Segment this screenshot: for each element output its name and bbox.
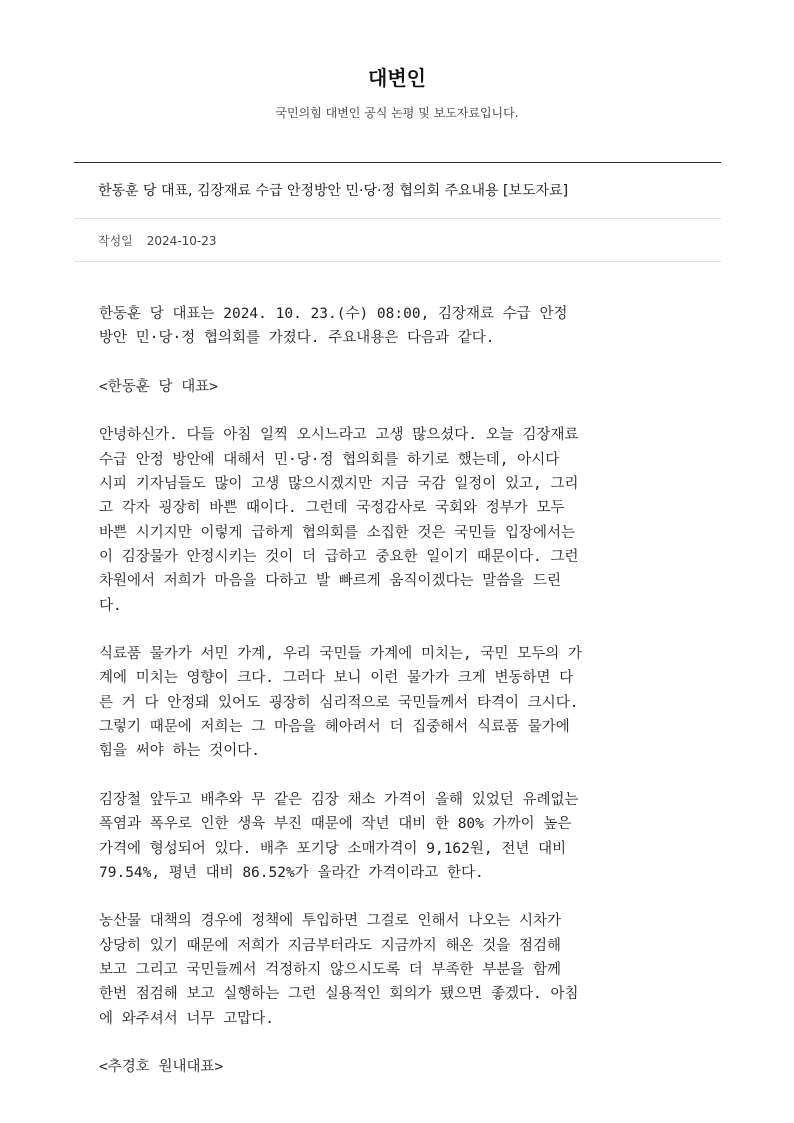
paragraph-line: 농산물 대책의 경우에 정책에 투입하면 그걸로 인해서 나오는 시차가 [99,913,562,930]
header-divider [74,162,721,163]
paragraph-line: 에 와주셔서 너무 고맙다. [99,1010,274,1027]
paragraph-line: 시피 기자님들도 많이 고생 많으시겠지만 지금 국감 일정이 있고, 그리 [99,476,579,493]
paragraph-line: 식료품 물가가 서민 가계, 우리 국민들 가계에 미치는, 국민 모두의 가 [99,646,582,663]
paragraph-line: 79.54%, 평년 대비 86.52%가 올라간 가격이라고 한다. [99,864,484,881]
paragraph-line: 계에 미치는 영향이 크다. 그러다 보니 이런 물가가 크게 변동하면 다 [99,670,574,687]
article-body [99,302,699,1080]
post-meta [98,232,217,249]
paragraph-line: 차원에서 저희가 마음을 다하고 발 빠르게 움직이겠다는 말씀을 드린 [99,573,562,590]
paragraph-line: 가격에 형성되어 있다. 배추 포기당 소매가격이 9,162원, 전년 대비 [99,840,567,857]
post-title: 한동훈 당 대표, 김장재료 수급 안정방안 민·당·정 협의회 주요내용 [보도자료] [98,183,569,199]
speaker-heading: <한동훈 당 대표> [99,378,218,395]
speaker-heading: <추경호 원내대표> [99,1059,224,1076]
paragraph-line: 른 거 다 안정돼 있어도 굉장히 심리적으로 국민들께서 타격이 크시다. [99,694,579,711]
paragraph-line: 고 각자 굉장히 바쁜 때이다. 그런데 국정감사로 국회와 정부가 모두 [99,500,565,517]
paragraph-line: 다. [99,597,122,614]
paragraph-line: 방안 민·당·정 협의회를 가졌다. 주요내용은 다음과 같다. [99,330,495,347]
paragraph-line: 수급 안정 방안에 대해서 민·당·정 협의회를 하기로 했는데, 아시다 [99,451,560,468]
paragraph-line: 안녕하신가. 다들 아침 일찍 오시느라고 고생 많으셨다. 오늘 김장재료 [99,427,579,444]
meta-divider [74,261,721,262]
paragraph-line: 한동훈 당 대표는 2024. 10. 23.(수) 08:00, 김장재료 수급 안정 [99,306,568,322]
paragraph-line: 김장철 앞두고 배추와 무 같은 김장 채소 가격이 올해 있었던 유례없는 [99,791,579,808]
meta-label: 작성일 [98,234,133,248]
title-divider [74,218,721,219]
paragraph-line: 이 김장물가 안정시키는 것이 더 급하고 중요한 일이기 때문이다. 그런 [99,548,579,565]
paragraph-line: 힘을 써야 하는 것이다. [99,743,260,760]
paragraph-line: 바쁜 시기지만 이렇게 급하게 협의회를 소집한 것은 국민들 입장에서는 [99,524,576,541]
paragraph-line: 그렇기 때문에 저희는 그 마음을 헤아려서 더 집중해서 식료품 물가에 [99,719,570,736]
paragraph-line: 보고 그리고 국민들께서 걱정하지 않으시도록 더 부족한 부분을 함께 [99,962,562,979]
blog-title[interactable]: 대변인 [368,66,426,90]
paragraph-line: 한번 점검해 보고 실행하는 그런 실용적인 회의가 됐으면 좋겠다. 아침 [99,986,579,1003]
paragraph-line: 상당히 있기 때문에 저희가 지금부터라도 지금까지 해온 것을 점검해 [99,937,562,954]
blog-description: 국민의힘 대변인 공식 논평 및 보도자료입니다. [275,106,519,120]
meta-date: 2024-10-23 [146,234,217,248]
paragraph-line: 폭염과 폭우로 인한 생육 부진 때문에 작년 대비 한 80% 가까이 높은 [99,816,572,833]
